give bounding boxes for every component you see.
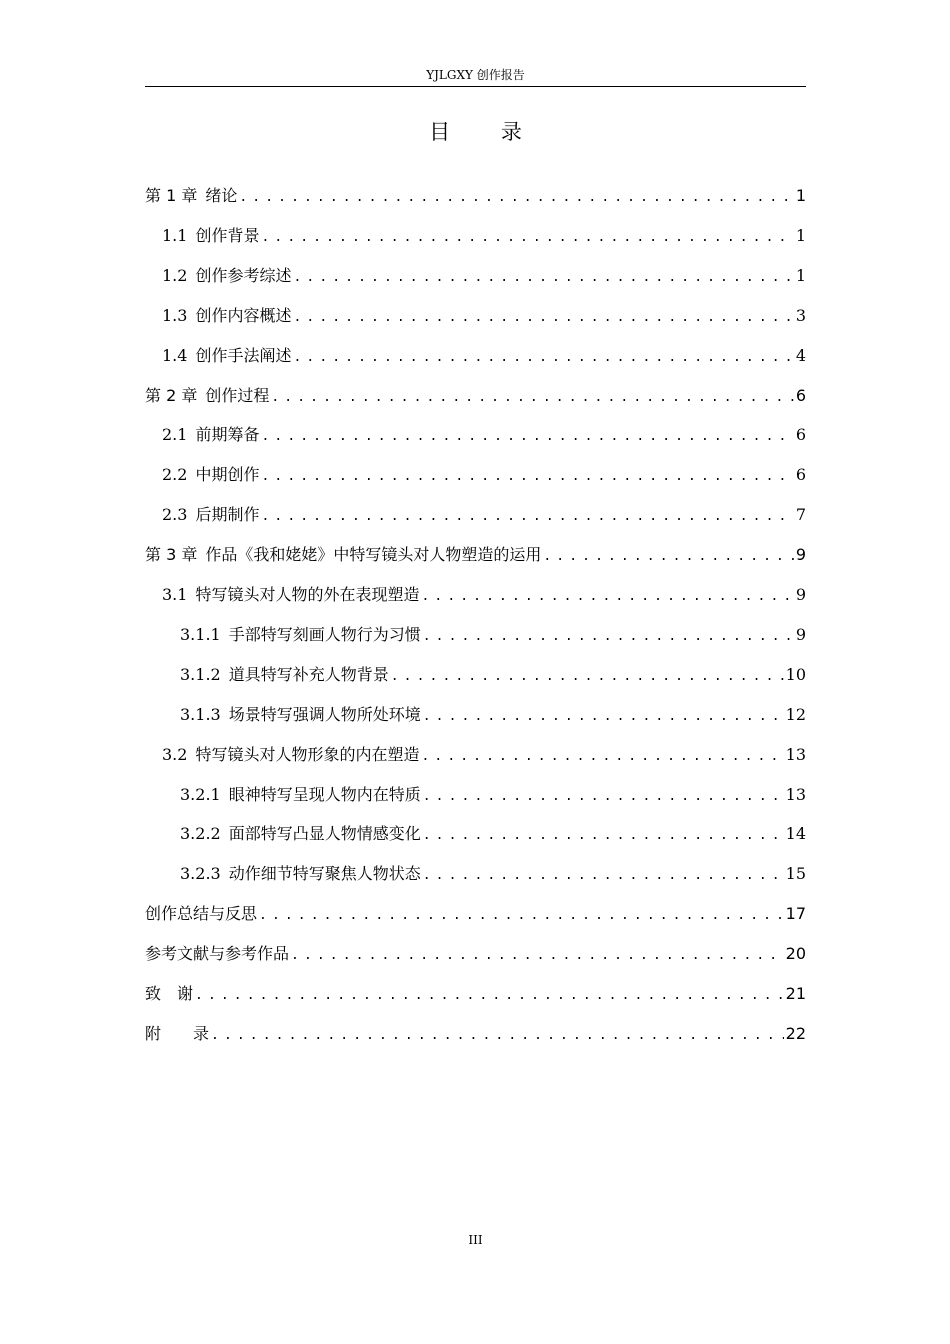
toc-entry[interactable] (180, 783, 806, 807)
toc-entry-title: 绪论 (205, 186, 238, 205)
toc-entry[interactable] (145, 184, 806, 208)
toc-dot-leader (423, 785, 784, 809)
toc-entry-title: 前期筹备 (195, 425, 260, 444)
toc-title: 目 录 (429, 120, 544, 144)
toc-entry-page: 9 (795, 585, 806, 604)
toc-entry-page: 9 (795, 545, 806, 564)
toc-entry-title: 创作参考综述 (195, 266, 292, 285)
toc-entry-title: 面部特写凸显人物情感变化 (228, 824, 421, 843)
toc-entry-title: 道具特写补充人物背景 (228, 665, 389, 684)
toc-entry-page: 1 (795, 266, 806, 285)
toc-entry[interactable] (180, 822, 806, 846)
toc-entry-number: 3.1.1 (180, 625, 221, 644)
toc-entry-title: 后期制作 (195, 505, 260, 524)
toc-entry-page: 12 (785, 705, 806, 724)
toc-entry-number: 第 2 章 (145, 386, 198, 405)
toc-entry[interactable] (180, 703, 806, 727)
toc-dot-leader (423, 705, 784, 729)
toc-entry[interactable] (145, 902, 806, 926)
toc-entry-page: 9 (795, 625, 806, 644)
toc-entry-page: 3 (795, 306, 806, 325)
toc-entry[interactable] (145, 543, 806, 567)
toc-entry[interactable] (162, 503, 806, 527)
running-header: YJLGXY 创作报告 (426, 68, 525, 82)
toc-dot-leader (271, 386, 793, 410)
toc-entry-page: 17 (785, 904, 806, 923)
toc-entry-number: 3.1 (162, 585, 188, 604)
toc-entry-page: 1 (795, 226, 806, 245)
toc-entry-number: 1.2 (162, 266, 188, 285)
toc-entry-title: 特写镜头对人物的外在表现塑造 (195, 585, 420, 604)
toc-entry-number: 3.2.1 (180, 785, 221, 804)
toc-entry-title: 眼神特写呈现人物内在特质 (228, 785, 421, 804)
toc-entry-page: 4 (795, 346, 806, 365)
toc-entry-title: 创作手法阐述 (195, 346, 292, 365)
toc-entry[interactable] (162, 423, 806, 447)
toc-entry-title: 手部特写刻画人物行为习惯 (228, 625, 421, 644)
toc-dot-leader (423, 864, 784, 888)
toc-entry-title: 创作总结与反思 (145, 904, 258, 923)
toc-entry-number: 第 1 章 (145, 186, 198, 205)
toc-entry-number: 2.1 (162, 425, 188, 444)
toc-entry[interactable] (162, 304, 806, 328)
toc-dot-leader (293, 306, 793, 330)
toc-entry[interactable] (162, 224, 806, 248)
toc-entry-number: 3.2 (162, 745, 188, 764)
toc-dot-leader (261, 465, 793, 489)
toc-dot-leader (211, 1024, 784, 1048)
toc-entry-title: 创作背景 (195, 226, 260, 245)
toc-entry-number: 2.2 (162, 465, 188, 484)
toc-dot-leader (195, 984, 784, 1008)
toc-entry[interactable] (180, 623, 806, 647)
toc-entry-title: 场景特写强调人物所处环境 (228, 705, 421, 724)
toc-entry-number: 1.4 (162, 346, 188, 365)
toc-entry-page: 14 (785, 824, 806, 843)
toc-entry-number: 2.3 (162, 505, 188, 524)
toc-entry-title: 创作内容概述 (195, 306, 292, 325)
toc-dot-leader (391, 665, 784, 689)
toc-entry-number: 3.2.2 (180, 824, 221, 843)
toc-dot-leader (261, 226, 793, 250)
toc-entry[interactable] (145, 384, 806, 408)
toc-entry-page: 7 (795, 505, 806, 524)
toc-entry-page: 6 (795, 425, 806, 444)
toc-entry-page: 13 (785, 785, 806, 804)
toc-entry-page: 15 (785, 864, 806, 883)
toc-dot-leader (259, 904, 784, 928)
toc-entry-title: 附 录 (145, 1024, 210, 1043)
toc-entry[interactable] (145, 942, 806, 966)
toc-entry-number: 3.1.3 (180, 705, 221, 724)
toc-entry-page: 6 (795, 386, 806, 405)
toc-entry[interactable] (145, 1022, 806, 1046)
toc-entry[interactable] (162, 264, 806, 288)
toc-entry-title: 特写镜头对人物形象的内在塑造 (195, 745, 420, 764)
toc-dot-leader (261, 505, 793, 529)
toc-dot-leader (421, 585, 793, 609)
toc-entry[interactable] (180, 862, 806, 886)
toc-entry[interactable] (162, 463, 806, 487)
page-number: III (468, 1233, 483, 1247)
toc-dot-leader (543, 545, 793, 569)
toc-dot-leader (293, 346, 793, 370)
toc-dot-leader (239, 186, 793, 210)
toc-entry-title: 致 谢 (145, 984, 194, 1003)
toc-entry[interactable] (162, 344, 806, 368)
toc-dot-leader (261, 425, 793, 449)
toc-entry-title: 动作细节特写聚焦人物状态 (228, 864, 421, 883)
toc-entry-number: 1.3 (162, 306, 188, 325)
toc-entry-title: 作品《我和姥姥》中特写镜头对人物塑造的运用 (205, 545, 542, 564)
toc-entry-page: 1 (795, 186, 806, 205)
toc-entry-title: 参考文献与参考作品 (145, 944, 290, 963)
toc-entry-title: 中期创作 (195, 465, 260, 484)
toc-dot-leader (423, 625, 794, 649)
toc-dot-leader (291, 944, 784, 968)
toc-dot-leader (421, 745, 783, 769)
toc-entry[interactable] (162, 583, 806, 607)
toc-entry-page: 21 (785, 984, 806, 1003)
toc-entry-page: 22 (785, 1024, 806, 1043)
toc-entry-number: 3.1.2 (180, 665, 221, 684)
toc-entry-number: 1.1 (162, 226, 188, 245)
toc-entry[interactable] (162, 743, 806, 767)
toc-dot-leader (293, 266, 793, 290)
toc-entry[interactable] (145, 982, 806, 1006)
toc-dot-leader (423, 824, 784, 848)
toc-entry-number: 3.2.3 (180, 864, 221, 883)
toc-entry-page: 6 (795, 465, 806, 484)
toc-entry-page: 20 (785, 944, 806, 963)
toc-entry[interactable] (180, 663, 806, 687)
toc-entry-page: 13 (785, 745, 806, 764)
header-divider (145, 86, 806, 87)
toc-entry-title: 创作过程 (205, 386, 270, 405)
toc-entry-page: 10 (785, 665, 806, 684)
toc-entry-number: 第 3 章 (145, 545, 198, 564)
